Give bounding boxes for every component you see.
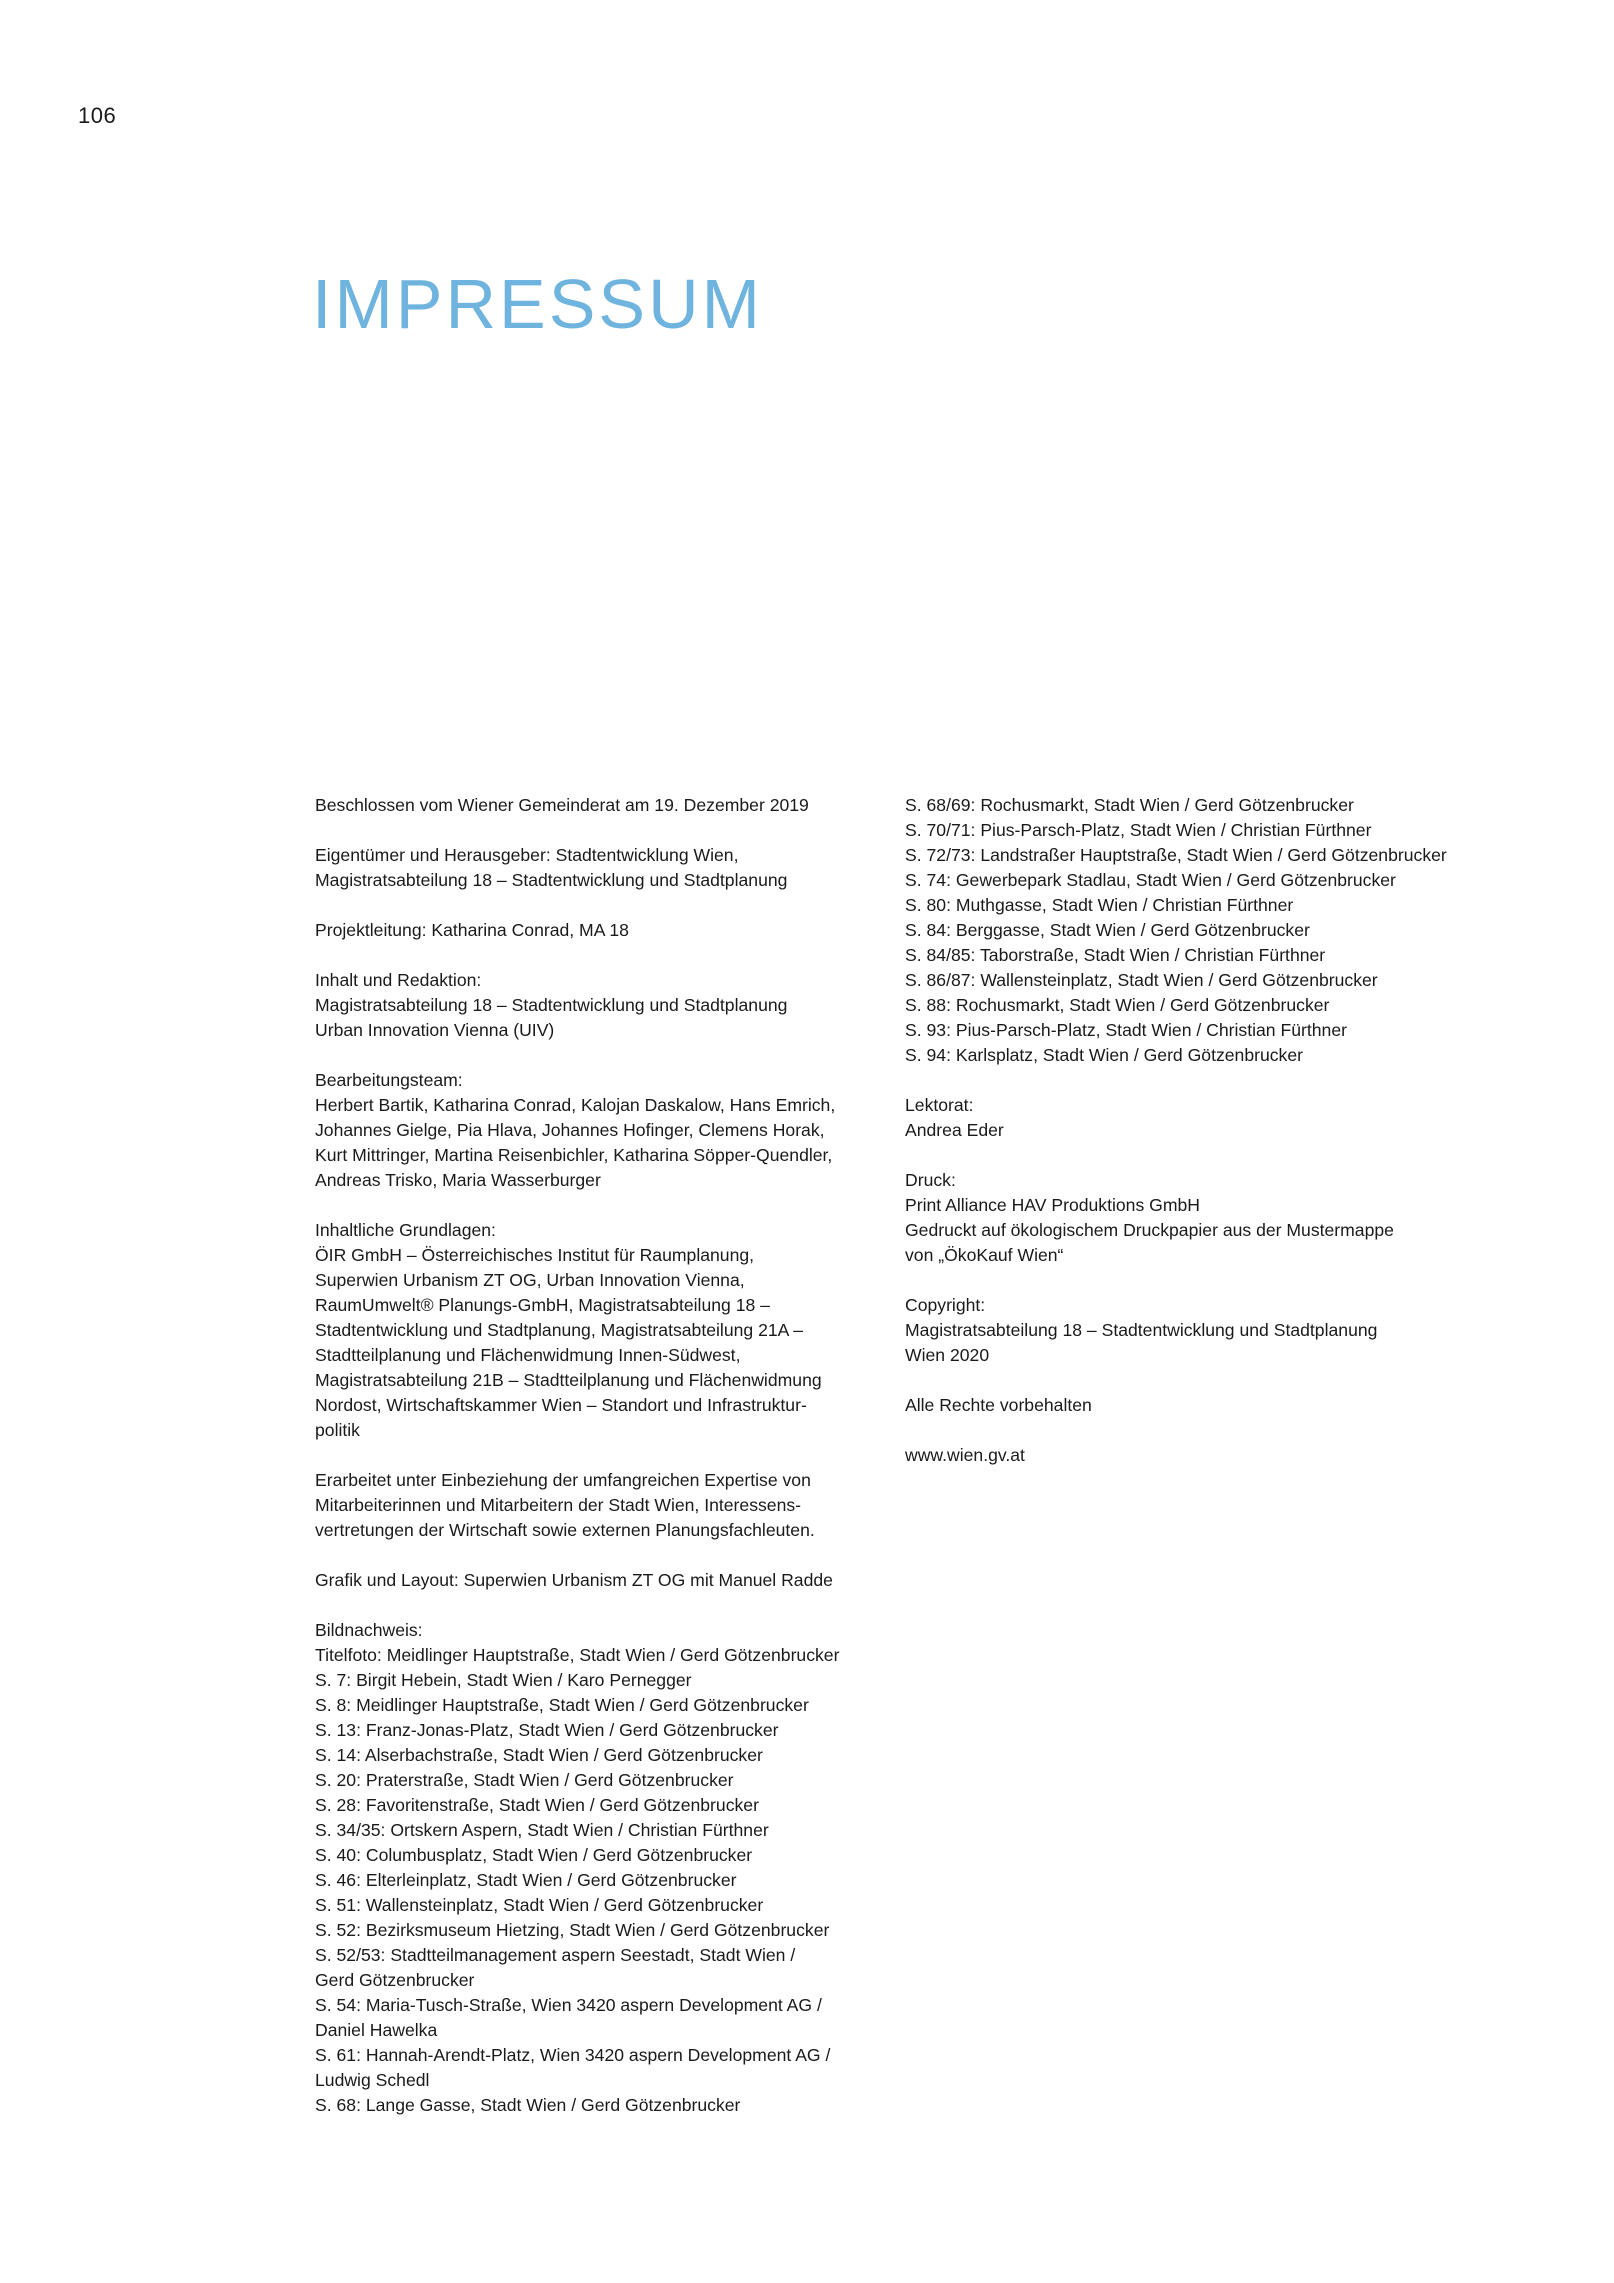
inhaltliche-grundlagen-block [315,1218,895,1443]
text-line: S. 84: Berggasse, Stadt Wien / Gerd Götzenbrucker [905,920,1310,940]
text-line: Magistratsabteilung 18 – Stadtentwicklung und Stadtplanung [315,870,788,890]
text-line: Magistratsabteilung 21B – Stadtteilplanung und Flächenwidmung [315,1370,822,1390]
erarbeitet-block [315,1468,895,1543]
text-line: Magistratsabteilung 18 – Stadtentwicklung und Stadtplanung [905,1320,1378,1340]
page-number: 106 [78,103,117,128]
text-line: Daniel Hawelka [315,2020,438,2040]
left-column [315,793,895,2143]
beschlossen-block [315,793,895,818]
text-line: S. 70/71: Pius-Parsch-Platz, Stadt Wien / Christian Fürthner [905,820,1372,840]
text-line: S. 46: Elterleinplatz, Stadt Wien / Gerd Götzenbrucker [315,1870,737,1890]
text-line: Bildnachweis: [315,1620,423,1640]
page-title: IMPRESSUM [312,265,763,343]
text-line: Andrea Eder [905,1120,1004,1140]
text-line: Projektleitung: Katharina Conrad, MA 18 [315,920,629,940]
text-line: S. 20: Praterstraße, Stadt Wien / Gerd Götzenbrucker [315,1770,734,1790]
projektleitung-block [315,918,895,943]
text-line: Urban Innovation Vienna (UIV) [315,1020,555,1040]
website-link[interactable]: www.wien.gv.at [905,1445,1025,1465]
text-line: Superwien Urbanism ZT OG, Urban Innovation Vienna, [315,1270,745,1290]
text-line: Kurt Mittringer, Martina Reisenbichler, Katharina Söpper-Quendler, [315,1145,833,1165]
text-line: S. 61: Hannah-Arendt-Platz, Wien 3420 aspern Development AG / [315,2045,831,2065]
text-line: S. 80: Muthgasse, Stadt Wien / Christian Fürthner [905,895,1294,915]
text-line: Erarbeitet unter Einbeziehung der umfangreichen Expertise von [315,1470,811,1490]
text-line: S. 54: Maria-Tusch-Straße, Wien 3420 aspern Development AG / [315,1995,822,2015]
text-line: Print Alliance HAV Produktions GmbH [905,1195,1200,1215]
text-line: S. 40: Columbusplatz, Stadt Wien / Gerd Götzenbrucker [315,1845,753,1865]
text-line: S. 86/87: Wallensteinplatz, Stadt Wien / Gerd Götzenbrucker [905,970,1378,990]
text-line: S. 68: Lange Gasse, Stadt Wien / Gerd Götzenbrucker [315,2095,741,2115]
text-line: ÖIR GmbH – Österreichisches Institut für Raumplanung, [315,1245,755,1265]
eigentuemer-block [315,843,895,893]
copyright-block [905,1293,1525,1368]
text-line: S. 14: Alserbachstraße, Stadt Wien / Gerd Götzenbrucker [315,1745,763,1765]
text-line: von „ÖkoKauf Wien“ [905,1245,1064,1265]
text-line: Nordost, Wirtschaftskammer Wien – Standort und Infrastruktur- [315,1395,807,1415]
text-line: Druck: [905,1170,956,1190]
inhalt-redaktion-block [315,968,895,1043]
text-line: Gedruckt auf ökologischem Druckpapier aus der Mustermappe [905,1220,1394,1240]
text-line: Copyright: [905,1295,986,1315]
text-line: S. 13: Franz-Jonas-Platz, Stadt Wien / Gerd Götzenbrucker [315,1720,779,1740]
text-line: Ludwig Schedl [315,2070,430,2090]
text-line: S. 84/85: Taborstraße, Stadt Wien / Christian Fürthner [905,945,1326,965]
text-line: S. 72/73: Landstraßer Hauptstraße, Stadt Wien / Gerd Götzenbrucker [905,845,1447,865]
text-line: Grafik und Layout: Superwien Urbanism ZT OG mit Manuel Radde [315,1570,833,1590]
bildnachweis-block [315,1618,895,2118]
text-line: S. 28: Favoritenstraße, Stadt Wien / Gerd Götzenbrucker [315,1795,759,1815]
grafik-layout-block [315,1568,895,1593]
text-line: S. 7: Birgit Hebein, Stadt Wien / Karo Pernegger [315,1670,692,1690]
bearbeitungsteam-block [315,1068,895,1193]
text-line: Beschlossen vom Wiener Gemeinderat am 19. Dezember 2019 [315,795,809,815]
text-line: Johannes Gielge, Pia Hlava, Johannes Hofinger, Clemens Horak, [315,1120,825,1140]
text-line: Titelfoto: Meidlinger Hauptstraße, Stadt Wien / Gerd Götzenbrucker [315,1645,840,1665]
text-line: RaumUmwelt® Planungs-GmbH, Magistratsabteilung 18 – [315,1295,770,1315]
text-line: Inhalt und Redaktion: [315,970,482,990]
text-line: Alle Rechte vorbehalten [905,1395,1092,1415]
text-line: politik [315,1420,360,1440]
text-line: S. 94: Karlsplatz, Stadt Wien / Gerd Götzenbrucker [905,1045,1303,1065]
text-line: Herbert Bartik, Katharina Conrad, Kalojan Daskalow, Hans Emrich, [315,1095,836,1115]
bildnachweis-continued-block [905,793,1525,1068]
text-line: S. 34/35: Ortskern Aspern, Stadt Wien / Christian Fürthner [315,1820,769,1840]
text-line: Magistratsabteilung 18 – Stadtentwicklung und Stadtplanung [315,995,788,1015]
text-line: S. 88: Rochusmarkt, Stadt Wien / Gerd Götzenbrucker [905,995,1330,1015]
text-line: vertretungen der Wirtschaft sowie externen Planungsfachleuten. [315,1520,815,1540]
text-line: Andreas Trisko, Maria Wasserburger [315,1170,601,1190]
text-line: S. 68/69: Rochusmarkt, Stadt Wien / Gerd Götzenbrucker [905,795,1354,815]
druck-block [905,1168,1525,1268]
text-line: S. 8: Meidlinger Hauptstraße, Stadt Wien / Gerd Götzenbrucker [315,1695,809,1715]
text-line: Gerd Götzenbrucker [315,1970,475,1990]
text-line: Inhaltliche Grundlagen: [315,1220,496,1240]
text-line: Eigentümer und Herausgeber: Stadtentwicklung Wien, [315,845,739,865]
text-line: S. 93: Pius-Parsch-Platz, Stadt Wien / Christian Fürthner [905,1020,1347,1040]
text-line: S. 74: Gewerbepark Stadlau, Stadt Wien / Gerd Götzenbrucker [905,870,1396,890]
text-line: S. 52/53: Stadtteilmanagement aspern Seestadt, Stadt Wien / [315,1945,796,1965]
text-line: Stadtteilplanung und Flächenwidmung Innen-Südwest, [315,1345,741,1365]
text-line: S. 51: Wallensteinplatz, Stadt Wien / Gerd Götzenbrucker [315,1895,764,1915]
text-line: Stadtentwicklung und Stadtplanung, Magistratsabteilung 21A – [315,1320,804,1340]
text-line: Mitarbeiterinnen und Mitarbeitern der Stadt Wien, Interessens- [315,1495,802,1515]
right-column [905,793,1525,1493]
text-line: Bearbeitungsteam: [315,1070,463,1090]
text-line: Wien 2020 [905,1345,990,1365]
text-line: Lektorat: [905,1095,974,1115]
lektorat-block [905,1093,1525,1143]
text-line: S. 52: Bezirksmuseum Hietzing, Stadt Wien / Gerd Götzenbrucker [315,1920,830,1940]
rechte-block [905,1393,1525,1418]
website-block [905,1443,1525,1468]
